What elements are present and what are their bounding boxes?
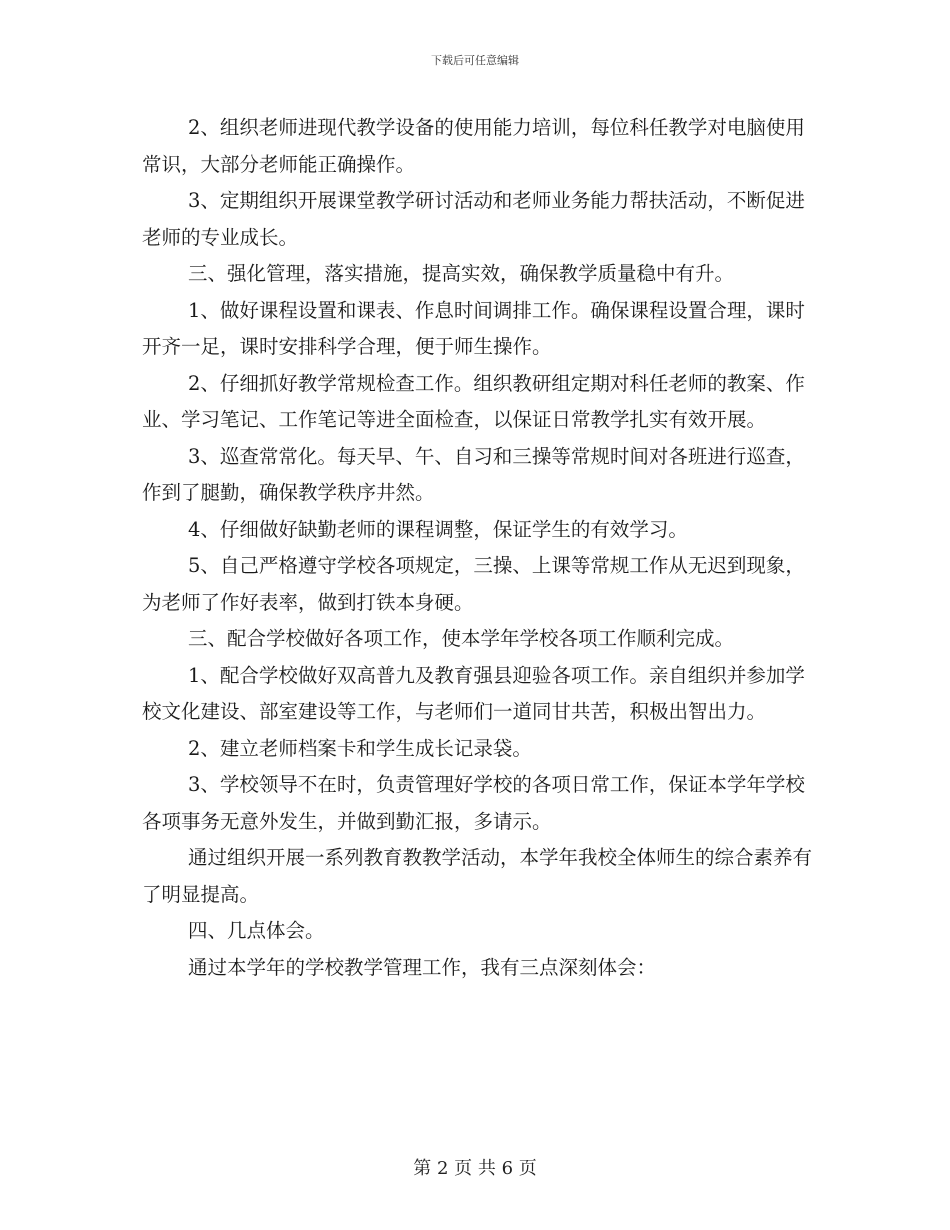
paragraph: 3、巡查常常化。每天早、午、自习和三操等常规时间对各班进行巡查，作到了腿勤，确保教学秩序井然。 [142, 444, 805, 504]
page-footer: 第 2 页 共 6 页 [413, 1158, 537, 1179]
page-header: 下载后可任意编辑 [431, 54, 519, 67]
paragraph: 1、做好课程设置和课表、作息时间调排工作。确保课程设置合理，课时开齐一足，课时安排科学合理，便于师生操作。 [142, 298, 805, 358]
section-heading: 三、强化管理，落实措施，提高实效，确保教学质量稳中有升。 [188, 262, 735, 285]
paragraph: 通过组织开展一系列教育教教学活动，本学年我校全体师生的综合素养有了明显提高。 [142, 846, 813, 906]
paragraph: 3、定期组织开展课堂教学研讨活动和老师业务能力帮扶活动，不断促进老师的专业成长。 [142, 189, 805, 249]
paragraph: 通过本学年的学校教学管理工作，我有三点深刻体会： [188, 955, 657, 979]
paragraph: 4、仔细做好缺勤老师的课程调整，保证学生的有效学习。 [188, 517, 688, 541]
paragraph: 2、建立老师档案卡和学生成长记录袋。 [188, 736, 532, 760]
paragraph: 1、配合学校做好双高普九及教育强县迎验各项工作。亲自组织并参加学校文化建设、部室建设等工作，与老师们一道同甘共苦，积极出智出力。 [142, 663, 805, 723]
document-body [142, 110, 818, 986]
section-heading: 三、配合学校做好各项工作，使本学年学校各项工作顺利完成。 [188, 627, 735, 650]
paragraph: 5、自己严格遵守学校各项规定，三操、上课等常规工作从无迟到现象，为老师了作好表率，做到打铁本身硬。 [142, 554, 805, 614]
paragraph: 3、学校领导不在时，负责管理好学校的各项日常工作，保证本学年学校各项事务无意外发生，并做到勤汇报，多请示。 [142, 773, 805, 833]
paragraph: 2、仔细抓好教学常规检查工作。组织教研组定期对科任老师的教案、作业、学习笔记、工作笔记等进全面检查，以保证日常教学扎实有效开展。 [142, 371, 805, 431]
paragraph: 2、组织老师进现代教学设备的使用能力培训，每位科任教学对电脑使用常识，大部分老师能正确操作。 [142, 116, 805, 176]
section-heading: 四、几点体会。 [188, 919, 325, 942]
